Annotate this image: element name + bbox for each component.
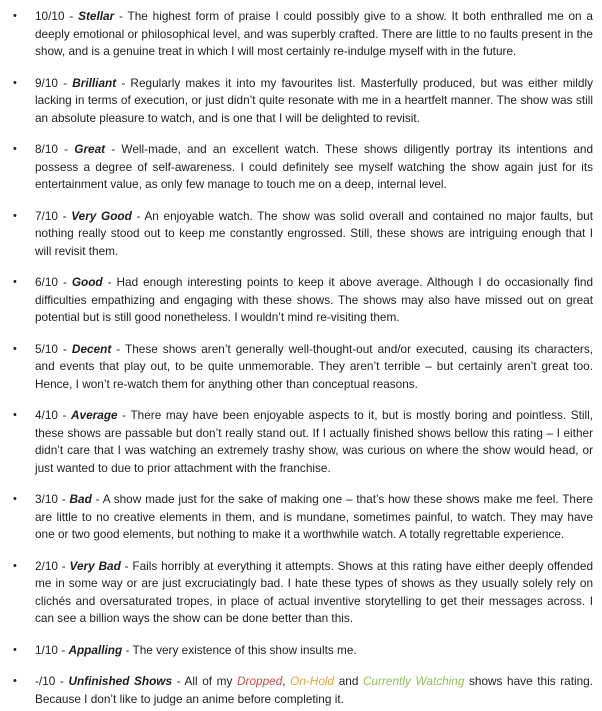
rating-description: Regularly makes it into my favourites list. Masterfully produced, but was either mildly lacking in terms of execution, or just didn’t quite resonate with me in a heartfelt manner. The show was still an absolute pleasure to watch, and is one that I will be delighted to revisit. [35,75,594,125]
rating-item-4 [10,407,593,477]
separator: - [111,341,125,356]
bullet-icon: • [13,209,17,222]
separator: - [116,75,131,90]
separator: - [57,341,72,356]
rating-description: Had enough interesting points to keep it above average. Although I do occasionally find difficulties empathizing and engaging with these shows. The shows may also have missed out on great potential but is still good nonetheless. I wouldn’t mind re-visiting them. [35,275,594,324]
rating-item-2 [10,558,593,628]
rating-description: An enjoyable watch. The show was solid overall and contained no major faults, but nothing really stood out to keep me constantly engrossed. Still, these shows are intriguing enough that I will revisit them. [35,208,594,258]
rating-scale-list [10,8,593,708]
rating-item-unfinished [10,673,593,708]
rating-description-suffix: shows have this rating. Because I don’t like to judge an anime before completing it. [35,674,593,706]
rating-item-3 [10,491,593,544]
separator: - [172,674,185,688]
rating-item-6 [10,274,593,327]
rating-description-prefix: All of my [184,674,238,688]
separator: - [57,208,72,223]
rating-name: Very Good [71,208,132,223]
rating-score: -/10 [35,674,56,688]
separator: - [131,208,145,223]
bullet-icon: • [13,643,17,656]
rating-score: 9/10 [35,75,58,90]
bullet-icon: • [13,409,17,421]
bullet-icon: • [13,675,17,687]
rating-description: Fails horribly at everything it attempts. Shows at this rating have either deeply offended me in some way or are just excruciatingly bad. I hate these types of shows as they usually solely rely on clichés and oversaturated tropes, in place of actual inventive storytelling to get their messages across. I can see a billion ways the show can be done better than this. [35,558,594,625]
rating-name: Unfinished Shows [68,674,173,688]
rating-item-8 [10,141,593,194]
separator: - [57,642,69,657]
rating-name: Appalling [68,642,123,657]
separator: - [91,492,103,506]
rating-name: Decent [71,341,112,356]
rating-item-9 [10,75,593,128]
rating-score: 6/10 [35,275,58,289]
bullet-icon: • [13,10,17,22]
separator: - [57,142,75,156]
rating-item-1 [10,642,593,660]
rating-score: 2/10 [35,558,58,573]
bullet-icon: • [13,493,17,505]
rating-score: 10/10 [35,9,65,23]
rating-name: Very Bad [69,558,121,573]
rating-score: 8/10 [35,142,58,156]
rating-description: The highest form of praise I could possibly give to a show. It both enthralled me on a deeply emotional or philosophical level, and was superbly crafted. There are little to no faults present in the show, and is a genuine treat in which I will most certainly re-indulge myself with in the future. [35,9,593,58]
separator: - [57,75,73,90]
rating-name: Great [74,142,106,156]
rating-description: A show made just for the sake of making one – that’s how these shows make me feel. There are little to no creative elements in them, and is mundane, sometimes painful, to watch. They may have one or two good elements, but nothing to make it a worthwhile watch. A totally regrettable experience. [35,492,594,541]
bullet-icon: • [13,342,17,355]
separator: - [114,9,128,23]
rating-name: Stellar [78,9,115,23]
separator: - [57,558,70,573]
rating-name: Brilliant [72,75,117,90]
separator: - [102,275,117,289]
rating-item-7 [10,208,593,261]
rating-name: Good [71,275,103,289]
separator-comma: , [282,674,291,688]
separator: - [122,642,133,657]
rating-score: 7/10 [35,208,58,223]
separator-and: and [334,674,363,688]
rating-description: The very existence of this show insults me. [132,642,357,657]
separator: - [57,408,72,422]
rating-item-10 [10,8,593,61]
bullet-icon: • [13,143,17,155]
rating-description: Well-made, and an excellent watch. These shows diligently portray its intentions and possess a degree of self-awareness. I could definitely see myself watching the show again just for its entertainment value, as only few manage to touch me on a deep, internal level. [35,142,594,191]
bullet-icon: • [13,276,17,288]
rating-score: 4/10 [35,408,58,422]
rating-item-5 [10,341,593,394]
separator: - [105,142,122,156]
separator: - [117,408,131,422]
bullet-icon: • [13,76,17,89]
separator: - [57,492,70,506]
separator: - [55,674,69,688]
rating-score: 5/10 [35,341,58,356]
rating-description: These shows aren’t generally well-thought-out and/or executed, causing its characters, and events that play out, to be quite unmemorable. They aren’t terrible – but certainly aren’t great too. Hence, I won’t re-watch them for anything other than conceptual reasons. [35,341,594,391]
rating-score: 3/10 [35,492,58,506]
status-on-hold: On-Hold [290,674,335,688]
rating-name: Bad [69,492,92,506]
separator: - [64,9,79,23]
rating-name: Average [71,408,118,422]
bullet-icon: • [13,559,17,572]
status-dropped: Dropped [237,674,283,688]
rating-score: 1/10 [35,642,58,657]
status-currently-watching: Currently Watching [363,674,465,688]
separator: - [120,558,133,573]
separator: - [57,275,72,289]
rating-description: There may have been enjoyable aspects to it, but is mostly boring and pointless. Still, these shows are passable but don’t really stand out. If I actually finished shows bellow this rating – I either didn’t care that I was watching an extremely trashy show, was curious on where the show would head, or just wanted to due to prior attachment with the franchise. [35,408,594,475]
